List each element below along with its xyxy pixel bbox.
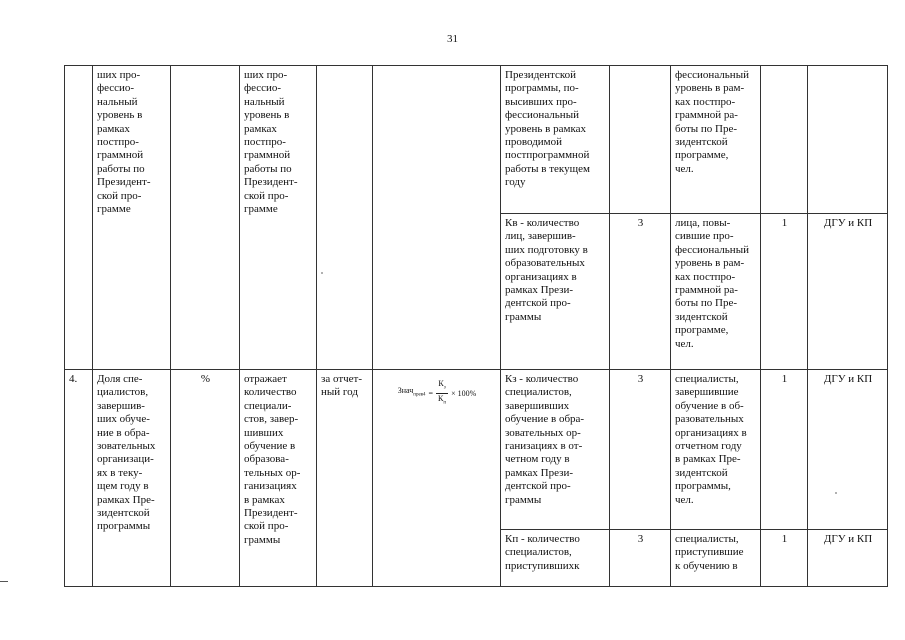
cell-meaning: фессиональный уровень в рам- ках постпро- граммной ра- боты по Пре- зидентской программе, чел. (671, 66, 761, 214)
cell-definition: ших про- фессио- нальный уровень в рамках постпро- граммной работы по Президент- ской про- грамме (240, 66, 317, 370)
cell-period (317, 66, 373, 370)
cell-method: 1 (761, 530, 808, 587)
cell-unit: % (171, 370, 240, 587)
cell-indicator-name: ших про- фессио- нальный уровень в рамках постпро- граммной работы по Президент- ской про- грамме (93, 66, 171, 370)
cell-variable: Кп - количество специалистов, приступившихк (501, 530, 610, 587)
table-row (65, 370, 888, 530)
cell-meaning: специалисты, приступившие к обучению в (671, 530, 761, 587)
cell-variable: Президентской программы, по- высивших про- фессиональный уровень в рамках проводимой постпрограммной работы в текущем году (501, 66, 610, 214)
cell-definition: отражает количество специали- стов, завер- шивших обучение в образова- тельных ор- ганизациях в рамках Президент- ской про- граммы (240, 370, 317, 587)
cell-value: 3 (610, 214, 671, 370)
cell-variable: Кз - количество специалистов, завершивших обучение в обра- зовательных ор- ганизациях в от- четном году в рамках Прези- дентской про- граммы (501, 370, 610, 530)
cell-variable: Кв - количество лиц, завершив- ших подготовку в образовательных организациях в рамках Прези- дентской про- граммы (501, 214, 610, 370)
cell-value (610, 66, 671, 214)
cell-number: 4. (65, 370, 93, 587)
cell-period: за отчет- ный год (317, 370, 373, 587)
indicator-table (64, 65, 888, 587)
cell-unit (171, 66, 240, 370)
cell-formula (373, 370, 501, 587)
scan-edge-mark (0, 581, 8, 582)
cell-method: 1 (761, 370, 808, 530)
page-number: 31 (447, 33, 458, 45)
cell-meaning: лица, повы- сившие про- фессиональный уровень в рам- ках постпро- граммной ра- боты по Пре- зидентской программе, чел. (671, 214, 761, 370)
cell-source: ДГУ и КП (808, 214, 888, 370)
cell-indicator-name: Доля спе- циалистов, завершив- ших обуче- ние в обра- зовательных организаци- ях в теку- щем году в рамках Пре- зидентской программы (93, 370, 171, 587)
cell-formula (373, 66, 501, 370)
cell-value: 3 (610, 370, 671, 530)
cell-value: 3 (610, 530, 671, 587)
cell-number (65, 66, 93, 370)
cell-source: ДГУ и КП (808, 530, 888, 587)
cell-source (808, 66, 888, 214)
cell-method: 1 (761, 214, 808, 370)
cell-source: ДГУ и КП (808, 370, 888, 530)
table-row (65, 66, 888, 214)
formula-fraction: $\frac{К_з}{К_п}$ (438, 379, 447, 406)
cell-method (761, 66, 808, 214)
formula: Знач$_{прев4}$ = $\frac{К_з}{К_п}$ × 100% (397, 379, 477, 406)
cell-meaning: специалисты, завершившие обучение в об- разовательных организациях в отчетном году в рамках Пре- зидентской программы, чел. (671, 370, 761, 530)
